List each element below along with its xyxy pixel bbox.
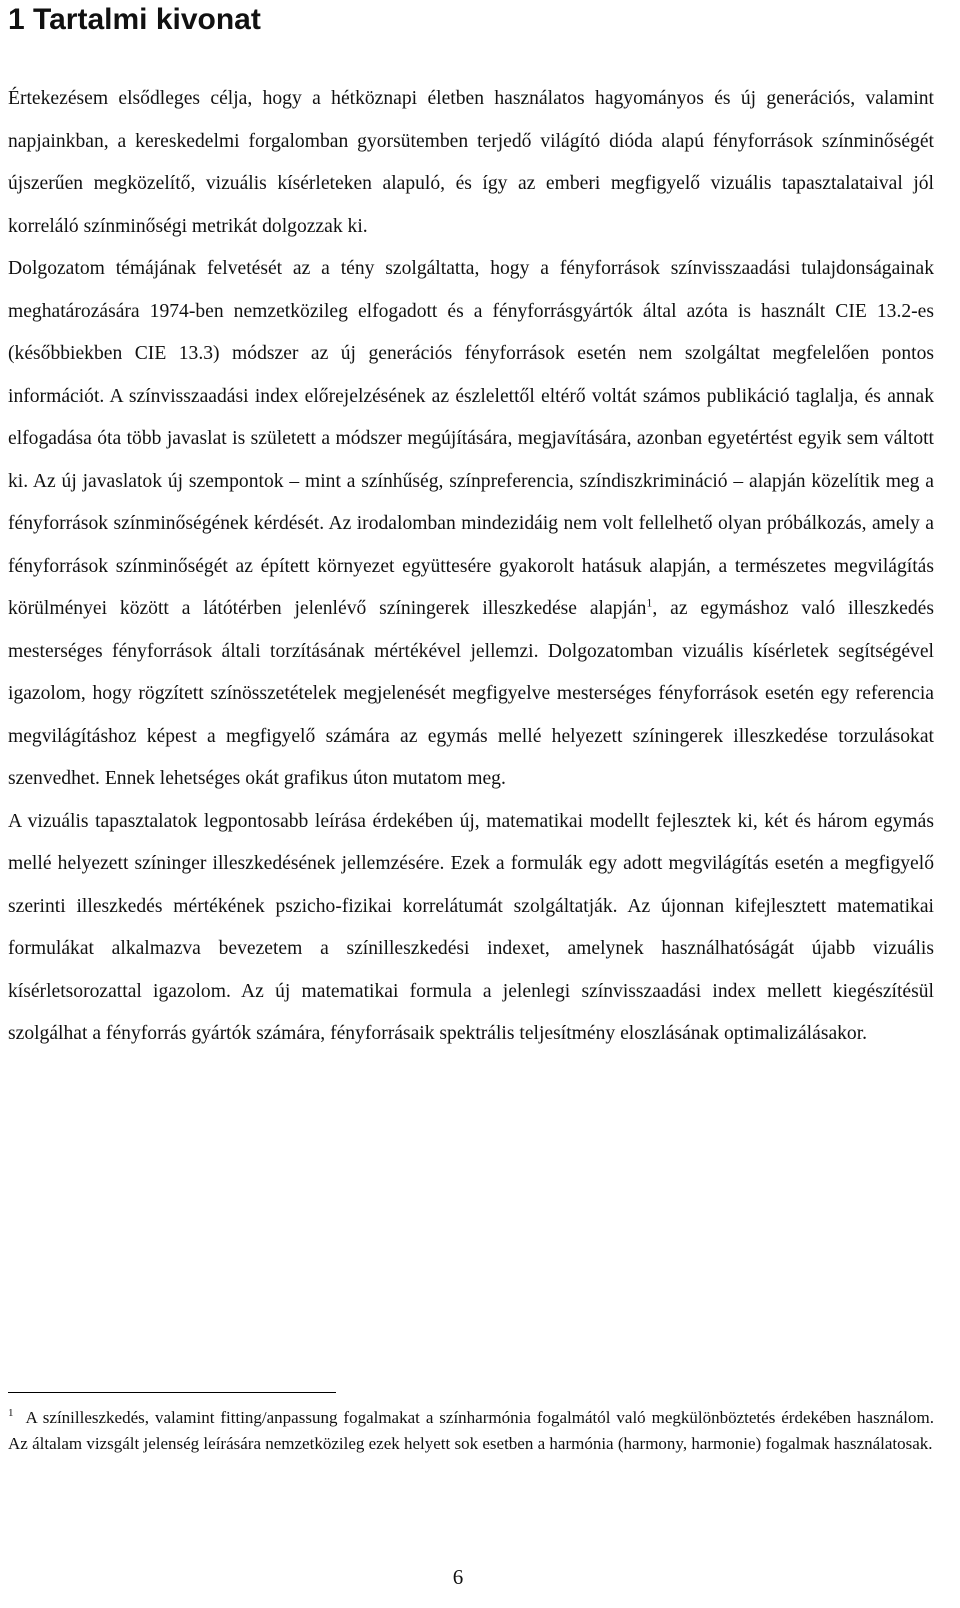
footnote-text: A színilleszkedés, valamint fitting/anpassung fogalmakat a színharmónia fogalmától való megkülönböztetés érdekében használom. Az általam vizsgált jelenség leírására nemzetközileg ezek helyett sok esetben a harmónia (harmony, harmonie) fogalmak használatosak. [8,1408,934,1453]
paragraph-2-text: Dolgozatom témájának felvetését az a tény szolgáltatta, hogy a fényforrások színvisszaadási tulajdonságainak meghatározására 1974-ben nemzetközileg elfogadott és a fényforrásgyártók által azóta is használt CIE 13.2-es (későbbiekben CIE 13.3) módszer az új generációs fényforrások esetén nem szolgáltat megfelelően pontos információt. A színvisszaadási index előrejelzésének az észlelettől eltérő voltát számos publikáció taglalja, és annak elfogadása óta több javaslat is született a módszer megújítására, megjavítására, azonban egyetértést egyik sem váltott ki. Az új javaslatok új szempontok – mint a színhűség, színpreferencia, színdiszkrimináció – alapján közelítik meg a fényforrások színminőségének kérdését. Az irodalomban mindezidáig nem volt fellelhető olyan próbálkozás, amely a fényforrások színminőségét az épített környezet együttesére gyakorolt hatásuk alapján, a természetes megvilágítás körülményei között a látótérben jelenlévő színingerek illeszkedése alapján [8,258,934,619]
page-number: 6 [452,1565,464,1589]
paragraph-1: Értekezésem elsődleges célja, hogy a hétköznapi életben használatos hagyományos és új generációs, valamint napjainkban, a kereskedelmi forgalomban gyorsütemben terjedő világító dióda alapú fényforrások színminőségét újszerűen megközelítő, vizuális kísérleteken alapuló, és így az emberi megfigyelő vizuális tapasztalataival jól korreláló színminőségi metrikát dolgozzak ki. [8,88,934,237]
footnote-marker: 1 [8,1407,14,1420]
footnote-separator [8,1392,336,1393]
paragraph-2 [8,248,934,801]
document-page [8,0,936,1608]
paragraph-2-continuation: , az egymáshoz való illeszkedés mesterséges fényforrások általi torzításának mértékével jellemzi. Dolgozatomban vizuális kísérletek segítségével igazolom, hogy rögzített színösszetételek megjelenését megfigyelve mesterséges fényforrások esetén egy referencia megvilágításhoz képest a megfigyelő számára az egymás mellé helyezett színingerek illeszkedése torzulásokat szenvedhet. Ennek lehetséges okát grafikus úton mutatom meg. [8,598,934,789]
section-heading: 1 Tartalmi kivonat [8,3,261,36]
footnote-reference[interactable]: 1 [646,595,653,610]
abstract-body [8,78,934,1056]
paragraph-3: A vizuális tapasztalatok legpontosabb leírása érdekében új, matematikai modellt fejlesztek ki, két és három egymás mellé helyezett színinger illeszkedésének jellemzésére. Ezek a formulák egy adott megvilágítás esetén a megfigyelő szerinti illeszkedés mértékének pszicho-fizikai korrelátumát szolgáltatják. Az újonnan kifejlesztett matematikai formulákat alkalmazva bevezetem a színilleszkedési indexet, amelynek használhatóságát újabb vizuális kísérletsorozattal igazolom. Az új matematikai formula a jelenlegi színvisszaadási index mellett kiegészítésül szolgálhat a fényforrás gyártók számára, fényforrásaik spektrális teljesítmény eloszlásának optimalizálásakor. [8,810,934,1044]
footnote [8,1405,934,1457]
